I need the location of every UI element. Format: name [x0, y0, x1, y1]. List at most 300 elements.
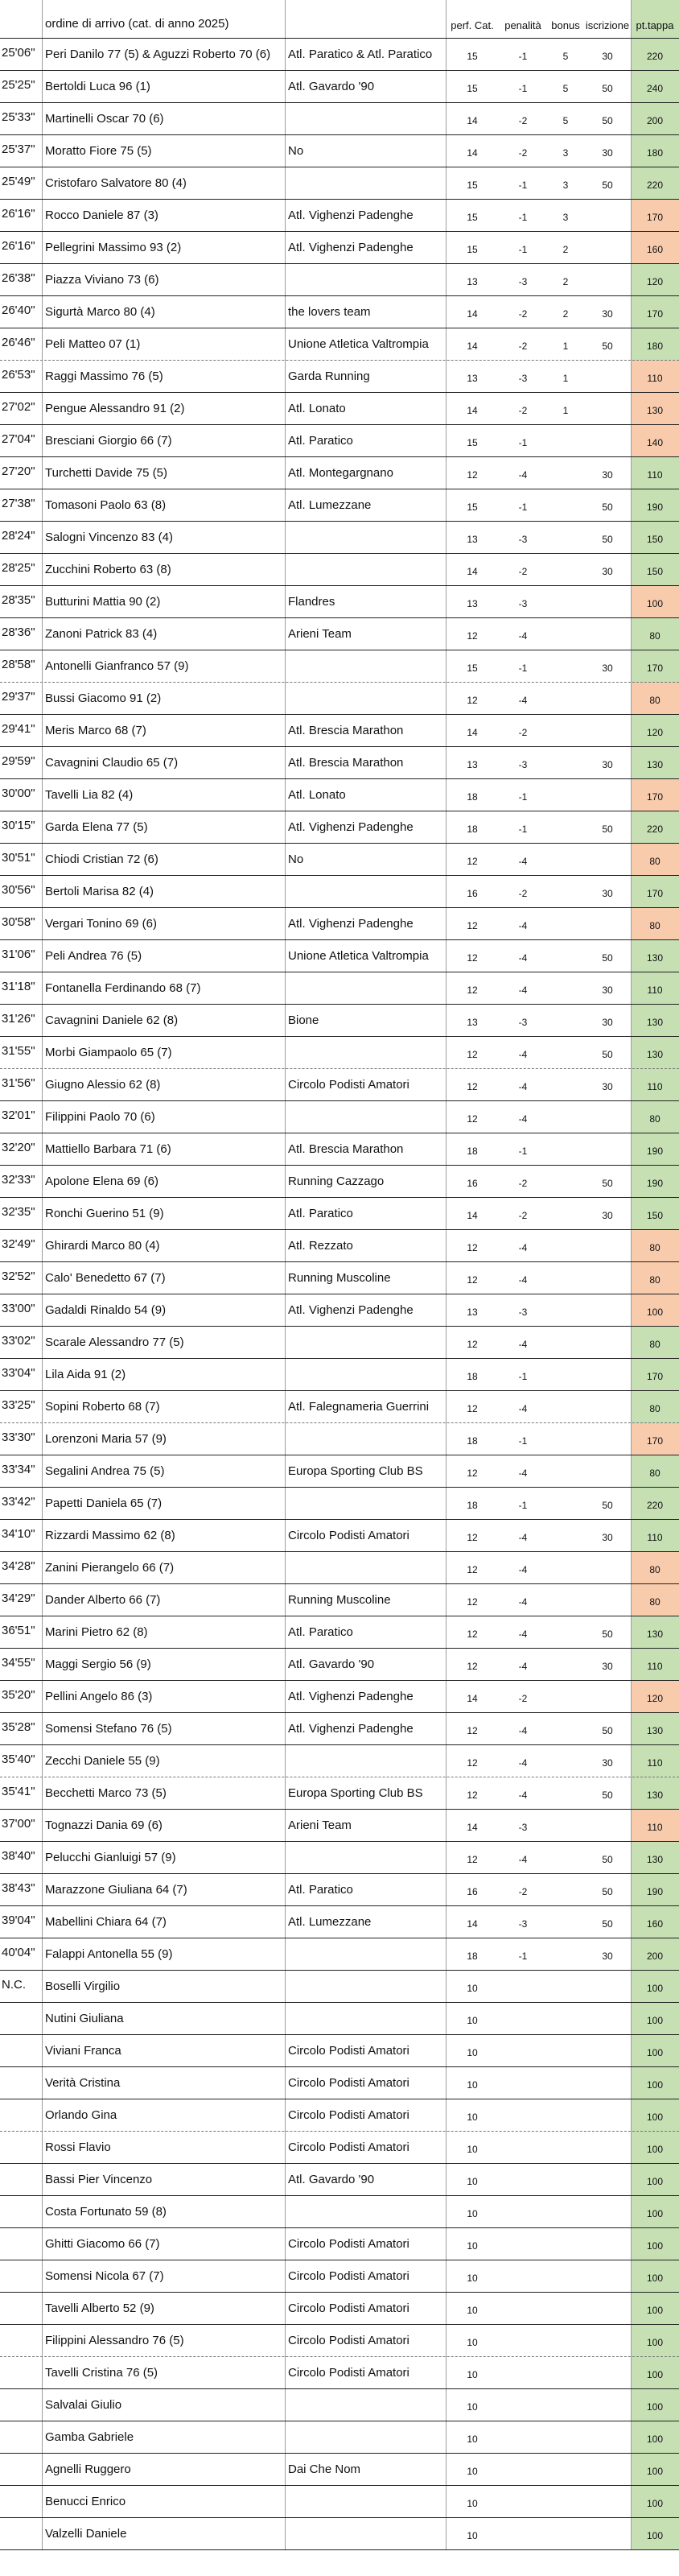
- pt-tappa-value: 100: [631, 2421, 679, 2454]
- athlete-name: Bertoli Marisa 82 (4): [45, 885, 154, 898]
- iscrizione-value: [584, 586, 631, 618]
- team-name: [285, 1037, 446, 1069]
- athlete-name: Marazzone Giuliana 64 (7): [45, 1883, 187, 1897]
- row-divider: [0, 1648, 679, 1649]
- perf-cat-value: 18: [467, 791, 478, 803]
- iscrizione-value: [584, 1552, 631, 1584]
- table-row: [0, 2132, 679, 2164]
- athlete-name: Morbi Giampaolo 65 (7): [45, 1046, 172, 1059]
- athlete-name: Sigurtà Marco 80 (4): [45, 305, 155, 319]
- athlete-name: Rossi Flavio: [45, 2140, 111, 2154]
- bonus-value: [547, 2035, 584, 2067]
- row-divider: [0, 2227, 679, 2228]
- penalty-value: [499, 2357, 547, 2389]
- team-name: [285, 1488, 446, 1520]
- pt-tappa-value: 180: [631, 135, 679, 167]
- team-name: Atl. Montegargnano: [288, 466, 393, 480]
- bonus-value: [547, 1649, 584, 1681]
- perf-cat-value: 12: [467, 1274, 478, 1286]
- team-name: Circolo Podisti Amatori: [288, 2334, 409, 2347]
- team-name: Atl. Vighenzi Padenghe: [288, 241, 414, 254]
- iscrizione-value: [584, 232, 631, 264]
- athlete-name: Apolone Elena 69 (6): [45, 1174, 158, 1188]
- athlete-name: Pengue Alessandro 91 (2): [45, 402, 185, 415]
- pt-tappa-value: 100: [631, 2003, 679, 2035]
- perf-cat-value: 14: [467, 1822, 478, 1833]
- pt-tappa-value: 130: [631, 1005, 679, 1037]
- penalty-value: [499, 2293, 547, 2325]
- pt-tappa-value: 110: [631, 1810, 679, 1842]
- team-name: Circolo Podisti Amatori: [288, 2269, 409, 2283]
- bonus-value: [547, 1294, 584, 1327]
- team-name: Circolo Podisti Amatori: [288, 2076, 409, 2090]
- pt-tappa-value: 80: [631, 908, 679, 940]
- header-perf: perf. Cat.: [451, 19, 494, 31]
- athlete-name: Zanini Pierangelo 66 (7): [45, 1561, 175, 1575]
- perf-cat-value: 18: [467, 1435, 478, 1447]
- team-name: Atl. Lumezzane: [288, 1915, 372, 1929]
- time-cell: 34'29": [2, 1591, 35, 1605]
- table-row: [0, 1455, 679, 1488]
- bonus-value: [547, 2293, 584, 2325]
- athlete-name: Falappi Antonella 55 (9): [45, 1947, 173, 1961]
- athlete-name: Gamba Gabriele: [45, 2430, 134, 2444]
- row-divider: [0, 939, 679, 940]
- row-divider: [0, 714, 679, 715]
- team-name: Atl. Brescia Marathon: [288, 756, 404, 770]
- pt-tappa-value: 80: [631, 1327, 679, 1359]
- pt-tappa-value: 100: [631, 1294, 679, 1327]
- iscrizione-value: 50: [602, 1886, 613, 1897]
- penalty-value: -3: [518, 1822, 528, 1833]
- table-row: [0, 1359, 679, 1391]
- team-name: Circolo Podisti Amatori: [288, 1078, 409, 1092]
- perf-cat-value: 12: [467, 1629, 478, 1640]
- perf-cat-value: 18: [467, 1371, 478, 1382]
- header-team-cell: [285, 0, 446, 39]
- table-row: [0, 2325, 679, 2357]
- bonus-value: [547, 425, 584, 457]
- penalty-value: -4: [518, 1725, 528, 1736]
- athlete-name: Piazza Viviano 73 (6): [45, 273, 159, 287]
- time-cell: 40'04": [2, 1946, 35, 1959]
- pt-tappa-value: 220: [631, 811, 679, 844]
- bonus-value: [547, 940, 584, 972]
- table-row: [0, 457, 679, 489]
- time-cell: 25'37": [2, 142, 35, 156]
- row-divider: [0, 778, 679, 779]
- perf-cat-value: 12: [467, 1725, 478, 1736]
- athlete-name: Scarale Alessandro 77 (5): [45, 1335, 184, 1349]
- athlete-name: Filippini Alessandro 76 (5): [45, 2334, 184, 2347]
- time-cell: 27'20": [2, 464, 35, 478]
- table-row: [0, 361, 679, 393]
- perf-cat-value: 10: [467, 1983, 478, 1994]
- athlete-name: Maggi Sergio 56 (9): [45, 1657, 151, 1671]
- time-cell: 38'40": [2, 1849, 35, 1863]
- athlete-name: Mattiello Barbara 71 (6): [45, 1142, 171, 1156]
- time-cell: N.C.: [2, 1978, 26, 1992]
- athlete-name: Vergari Tonino 69 (6): [45, 917, 157, 931]
- team-name: Circolo Podisti Amatori: [288, 2237, 409, 2251]
- row-divider: [0, 521, 679, 522]
- table-row: [0, 2518, 679, 2550]
- table-row: [0, 135, 679, 167]
- bonus-value: [547, 2486, 584, 2518]
- team-name: Europa Sporting Club BS: [288, 1464, 423, 1478]
- row-divider: [0, 2066, 679, 2067]
- time-cell: [0, 2454, 42, 2486]
- iscrizione-value: 50: [602, 1500, 613, 1511]
- penalty-value: -1: [518, 51, 528, 62]
- iscrizione-value: 30: [602, 1210, 613, 1221]
- athlete-name: Ghirardi Marco 80 (4): [45, 1239, 160, 1253]
- team-name: Running Muscoline: [288, 1271, 391, 1285]
- table-row: [0, 328, 679, 361]
- time-cell: 30'56": [2, 883, 35, 897]
- athlete-name: Pellegrini Massimo 93 (2): [45, 241, 182, 254]
- pt-tappa-value: 200: [631, 1938, 679, 1971]
- time-cell: 25'06": [2, 46, 35, 60]
- bonus-value: 3: [562, 212, 569, 223]
- iscrizione-value: [584, 1262, 631, 1294]
- bonus-value: [547, 876, 584, 908]
- team-name: Dai Che Nom: [288, 2462, 361, 2476]
- penalty-value: [499, 2035, 547, 2067]
- row-divider: [0, 1261, 679, 1262]
- row-divider: [0, 1712, 679, 1713]
- pt-tappa-value: 220: [631, 1488, 679, 1520]
- perf-cat-value: 13: [467, 1307, 478, 1318]
- athlete-name: Bussi Giacomo 91 (2): [45, 691, 162, 705]
- table-row: [0, 715, 679, 747]
- row-divider: [0, 456, 679, 457]
- row-divider: [0, 1583, 679, 1584]
- iscrizione-value: 30: [602, 469, 613, 481]
- row-divider: [0, 1519, 679, 1520]
- perf-cat-value: 12: [467, 630, 478, 642]
- team-name: [285, 264, 446, 296]
- time-cell: 32'20": [2, 1141, 35, 1154]
- table-row: [0, 876, 679, 908]
- team-name: [285, 1359, 446, 1391]
- iscrizione-value: [584, 2035, 631, 2067]
- iscrizione-value: 50: [602, 115, 613, 126]
- penalty-value: -4: [518, 1532, 528, 1543]
- perf-cat-value: 18: [467, 1951, 478, 1962]
- row-divider: [0, 1100, 679, 1101]
- bonus-value: [547, 1391, 584, 1423]
- pt-tappa-value: 190: [631, 1166, 679, 1198]
- pt-tappa-value: 110: [631, 1520, 679, 1552]
- time-cell: 37'00": [2, 1817, 35, 1831]
- table-row: [0, 425, 679, 457]
- bonus-value: [547, 2228, 584, 2260]
- pt-tappa-value: 100: [631, 2260, 679, 2293]
- table-row: [0, 1616, 679, 1649]
- iscrizione-value: [584, 2003, 631, 2035]
- table-row: [0, 489, 679, 522]
- time-cell: 29'37": [2, 690, 35, 704]
- penalty-value: -4: [518, 469, 528, 481]
- iscrizione-value: 30: [602, 985, 613, 996]
- table-row: [0, 1745, 679, 1777]
- table-row: [0, 1327, 679, 1359]
- bonus-value: [547, 1037, 584, 1069]
- athlete-name: Cavagnini Claudio 65 (7): [45, 756, 179, 770]
- athlete-name: Meris Marco 68 (7): [45, 724, 146, 737]
- penalty-value: -2: [518, 727, 528, 738]
- perf-cat-value: 14: [467, 1918, 478, 1930]
- pt-tappa-value: 120: [631, 264, 679, 296]
- row-divider: [0, 2002, 679, 2003]
- perf-cat-value: 13: [467, 373, 478, 384]
- time-cell: 31'55": [2, 1044, 35, 1058]
- pt-tappa-value: 120: [631, 715, 679, 747]
- perf-cat-value: 10: [467, 2369, 478, 2380]
- row-divider: [0, 1197, 679, 1198]
- penalty-value: -3: [518, 1307, 528, 1318]
- bonus-value: [547, 1198, 584, 1230]
- time-cell: 27'04": [2, 432, 35, 446]
- table-row: [0, 1391, 679, 1423]
- athlete-name: Valzelli Daniele: [45, 2527, 127, 2541]
- table-row: [0, 908, 679, 940]
- athlete-name: Calo' Benedetto 67 (7): [45, 1271, 166, 1285]
- athlete-name: Chiodi Cristian 72 (6): [45, 852, 158, 866]
- bonus-value: [547, 1166, 584, 1198]
- iscrizione-value: 50: [602, 180, 613, 191]
- table-row: [0, 2421, 679, 2454]
- table-row: [0, 618, 679, 650]
- row-divider: [0, 424, 679, 425]
- pt-tappa-value: 180: [631, 328, 679, 361]
- perf-cat-value: 18: [467, 824, 478, 835]
- time-cell: 31'18": [2, 980, 35, 993]
- perf-cat-value: 10: [467, 2176, 478, 2187]
- table-row: [0, 2357, 679, 2389]
- time-cell: 26'53": [2, 368, 35, 382]
- athlete-name: Butturini Mattia 90 (2): [45, 595, 161, 609]
- team-name: [285, 2486, 446, 2518]
- header-iscrizione: iscrizione: [585, 19, 630, 31]
- table-row: [0, 1906, 679, 1938]
- header-bonus: bonus: [551, 19, 580, 31]
- perf-cat-value: 12: [467, 1049, 478, 1060]
- athlete-name: Salvalai Giulio: [45, 2398, 122, 2412]
- row-divider: [0, 2356, 679, 2357]
- penalty-value: -4: [518, 1049, 528, 1060]
- pt-tappa-value: 190: [631, 489, 679, 522]
- row-divider: [0, 1165, 679, 1166]
- perf-cat-value: 18: [467, 1500, 478, 1511]
- athlete-name: Boselli Virgilio: [45, 1979, 121, 1993]
- team-name: Atl. Paratico: [288, 1207, 353, 1220]
- perf-cat-value: 15: [467, 51, 478, 62]
- bonus-value: [547, 2099, 584, 2132]
- table-row: [0, 1230, 679, 1262]
- team-name: Atl. Lonato: [288, 788, 346, 802]
- iscrizione-value: 50: [602, 1725, 613, 1736]
- pt-tappa-value: 80: [631, 1584, 679, 1616]
- athlete-name: Ghitti Giacomo 66 (7): [45, 2237, 160, 2251]
- iscrizione-value: [584, 1423, 631, 1455]
- table-row: [0, 1262, 679, 1294]
- table-row: [0, 2099, 679, 2132]
- iscrizione-value: [584, 1101, 631, 1133]
- bonus-value: 2: [562, 276, 569, 287]
- athlete-name: Garda Elena 77 (5): [45, 820, 148, 834]
- athlete-name: Tomasoni Paolo 63 (8): [45, 498, 167, 512]
- penalty-value: -1: [518, 502, 528, 513]
- pt-tappa-value: 150: [631, 522, 679, 554]
- row-divider: [0, 70, 679, 71]
- bonus-value: 1: [562, 341, 569, 352]
- time-cell: 32'52": [2, 1269, 35, 1283]
- time-cell: 25'33": [2, 110, 35, 124]
- iscrizione-value: [584, 715, 631, 747]
- iscrizione-value: [584, 2325, 631, 2357]
- table-row: [0, 522, 679, 554]
- team-name: the lovers team: [288, 305, 371, 319]
- athlete-name: Tavelli Alberto 52 (9): [45, 2301, 154, 2315]
- iscrizione-value: [584, 200, 631, 232]
- team-name: Running Muscoline: [288, 1593, 391, 1607]
- team-name: Atl. Vighenzi Padenghe: [288, 1303, 414, 1317]
- athlete-name: Tavelli Lia 82 (4): [45, 788, 134, 802]
- iscrizione-value: [584, 425, 631, 457]
- athlete-name: Benucci Enrico: [45, 2495, 126, 2508]
- table-row: [0, 844, 679, 876]
- iscrizione-value: 30: [602, 1661, 613, 1672]
- team-name: [285, 2196, 446, 2228]
- pt-tappa-value: 140: [631, 425, 679, 457]
- athlete-name: Cavagnini Daniele 62 (8): [45, 1013, 179, 1027]
- perf-cat-value: 10: [467, 2466, 478, 2477]
- pt-tappa-value: 100: [631, 2389, 679, 2421]
- time-cell: [0, 2196, 42, 2228]
- iscrizione-value: [584, 2357, 631, 2389]
- pt-tappa-value: 190: [631, 1133, 679, 1166]
- row-divider: [0, 1809, 679, 1810]
- column-divider: [631, 0, 632, 2550]
- athlete-name: Cristofaro Salvatore 80 (4): [45, 176, 187, 190]
- penalty-value: -4: [518, 1403, 528, 1414]
- table-row: [0, 1971, 679, 2003]
- pt-tappa-value: 80: [631, 683, 679, 715]
- time-cell: [0, 2099, 42, 2132]
- bonus-value: [547, 1584, 584, 1616]
- row-divider: [0, 2292, 679, 2293]
- time-cell: 26'16": [2, 239, 35, 253]
- table-row: [0, 2196, 679, 2228]
- penalty-value: [499, 2260, 547, 2293]
- bonus-value: [547, 972, 584, 1005]
- athlete-name: Giugno Alessio 62 (8): [45, 1078, 161, 1092]
- time-cell: [0, 2486, 42, 2518]
- penalty-value: -2: [518, 308, 528, 320]
- bonus-value: [547, 2164, 584, 2196]
- bonus-value: [547, 489, 584, 522]
- athlete-name: Segalini Andrea 75 (5): [45, 1464, 165, 1478]
- iscrizione-value: 50: [602, 1790, 613, 1801]
- bonus-value: [547, 2067, 584, 2099]
- table-row: [0, 2260, 679, 2293]
- perf-cat-value: 15: [467, 212, 478, 223]
- header-time-cell: [0, 0, 42, 39]
- table-row: [0, 39, 679, 71]
- row-divider: [0, 2163, 679, 2164]
- athlete-name: Pelucchi Gianluigi 57 (9): [45, 1851, 176, 1864]
- bonus-value: [547, 650, 584, 683]
- pt-tappa-value: 80: [631, 1552, 679, 1584]
- penalty-value: -1: [518, 1951, 528, 1962]
- row-divider: [0, 1390, 679, 1391]
- iscrizione-value: [584, 2228, 631, 2260]
- pt-tappa-value: 80: [631, 1262, 679, 1294]
- athlete-name: Papetti Daniela 65 (7): [45, 1496, 163, 1510]
- athlete-name: Rizzardi Massimo 62 (8): [45, 1529, 175, 1542]
- bonus-value: [547, 457, 584, 489]
- team-name: Circolo Podisti Amatori: [288, 2044, 409, 2058]
- team-name: [285, 1101, 446, 1133]
- penalty-value: -4: [518, 952, 528, 964]
- table-row: [0, 1101, 679, 1133]
- penalty-value: [499, 2164, 547, 2196]
- perf-cat-value: 10: [467, 2144, 478, 2155]
- perf-cat-value: 14: [467, 115, 478, 126]
- perf-cat-value: 12: [467, 1757, 478, 1769]
- team-name: [285, 1327, 446, 1359]
- athlete-name: Becchetti Marco 73 (5): [45, 1786, 167, 1800]
- perf-cat-value: 12: [467, 1242, 478, 1253]
- team-name: Atl. Paratico: [288, 1625, 353, 1639]
- perf-cat-value: 12: [467, 856, 478, 867]
- table-row: [0, 2293, 679, 2325]
- team-name: Atl. Vighenzi Padenghe: [288, 208, 414, 222]
- table-row: [0, 1005, 679, 1037]
- iscrizione-value: 50: [602, 341, 613, 352]
- bonus-value: [547, 1616, 584, 1649]
- bonus-value: [547, 1745, 584, 1777]
- pt-tappa-value: 80: [631, 1391, 679, 1423]
- athlete-name: Zucchini Roberto 63 (8): [45, 563, 171, 576]
- team-name: Circolo Podisti Amatori: [288, 1529, 409, 1542]
- team-name: Atl. Rezzato: [288, 1239, 353, 1253]
- time-cell: 33'42": [2, 1495, 35, 1509]
- team-name: [285, 2389, 446, 2421]
- time-cell: 31'56": [2, 1076, 35, 1090]
- table-row: [0, 940, 679, 972]
- perf-cat-value: 13: [467, 1017, 478, 1028]
- perf-cat-value: 12: [467, 920, 478, 931]
- table-row: [0, 2035, 679, 2067]
- team-name: Atl. Vighenzi Padenghe: [288, 917, 414, 931]
- bonus-value: [547, 1455, 584, 1488]
- penalty-value: -3: [518, 373, 528, 384]
- pt-tappa-value: 80: [631, 1230, 679, 1262]
- perf-cat-value: 12: [467, 1661, 478, 1672]
- pt-tappa-value: 100: [631, 2164, 679, 2196]
- table-row: [0, 1681, 679, 1713]
- column-divider: [285, 0, 286, 2550]
- team-name: [285, 522, 446, 554]
- iscrizione-value: [584, 908, 631, 940]
- bonus-value: [547, 908, 584, 940]
- table-row: [0, 1488, 679, 1520]
- iscrizione-value: 50: [602, 534, 613, 545]
- pt-tappa-value: 170: [631, 1423, 679, 1455]
